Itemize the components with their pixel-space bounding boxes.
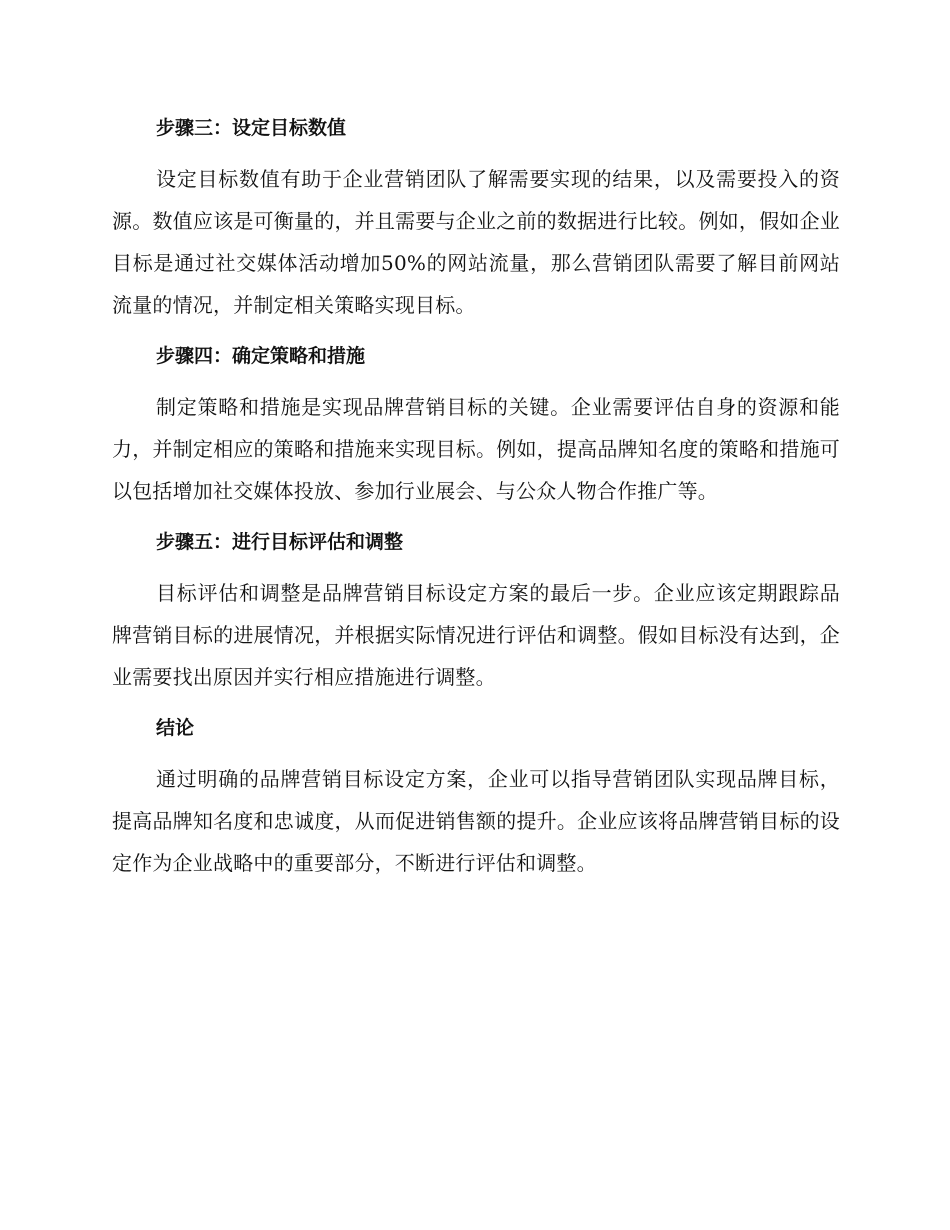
section-heading-conclusion: 结论 bbox=[156, 717, 195, 739]
document-body bbox=[112, 108, 840, 894]
section-paragraph-step-five: 目标评估和调整是品牌营销目标设定方案的最后一步。企业应该定期跟踪品牌营销目标的进展情况，并根据实际情况进行评估和调整。假如目标没有达到，企业需要找出原因并实行相应措施进行调整。 bbox=[112, 581, 840, 689]
section-paragraph-step-four: 制定策略和措施是实现品牌营销目标的关键。企业需要评估自身的资源和能力，并制定相应的策略和措施来实现目标。例如，提高品牌知名度的策略和措施可以包括增加社交媒体投放、参加行业展会、与公众人物合作推广等。 bbox=[112, 395, 840, 503]
section-heading-step-three: 步骤三：设定目标数值 bbox=[156, 117, 347, 139]
section-heading-step-five: 步骤五：进行目标评估和调整 bbox=[156, 531, 404, 553]
section-paragraph-conclusion: 通过明确的品牌营销目标设定方案，企业可以指导营销团队实现品牌目标，提高品牌知名度和忠诚度，从而促进销售额的提升。企业应该将品牌营销目标的设定作为企业战略中的重要部分，不断进行评估和调整。 bbox=[112, 767, 840, 875]
section-paragraph-step-three: 设定目标数值有助于企业营销团队了解需要实现的结果，以及需要投入的资源。数值应该是可衡量的，并且需要与企业之前的数据进行比较。例如，假如企业目标是通过社交媒体活动增加50%的网站流量，那么营销团队需要了解目前网站流量的情况，并制定相关策略实现目标。 bbox=[112, 167, 840, 317]
section-heading-step-four: 步骤四：确定策略和措施 bbox=[156, 345, 366, 367]
